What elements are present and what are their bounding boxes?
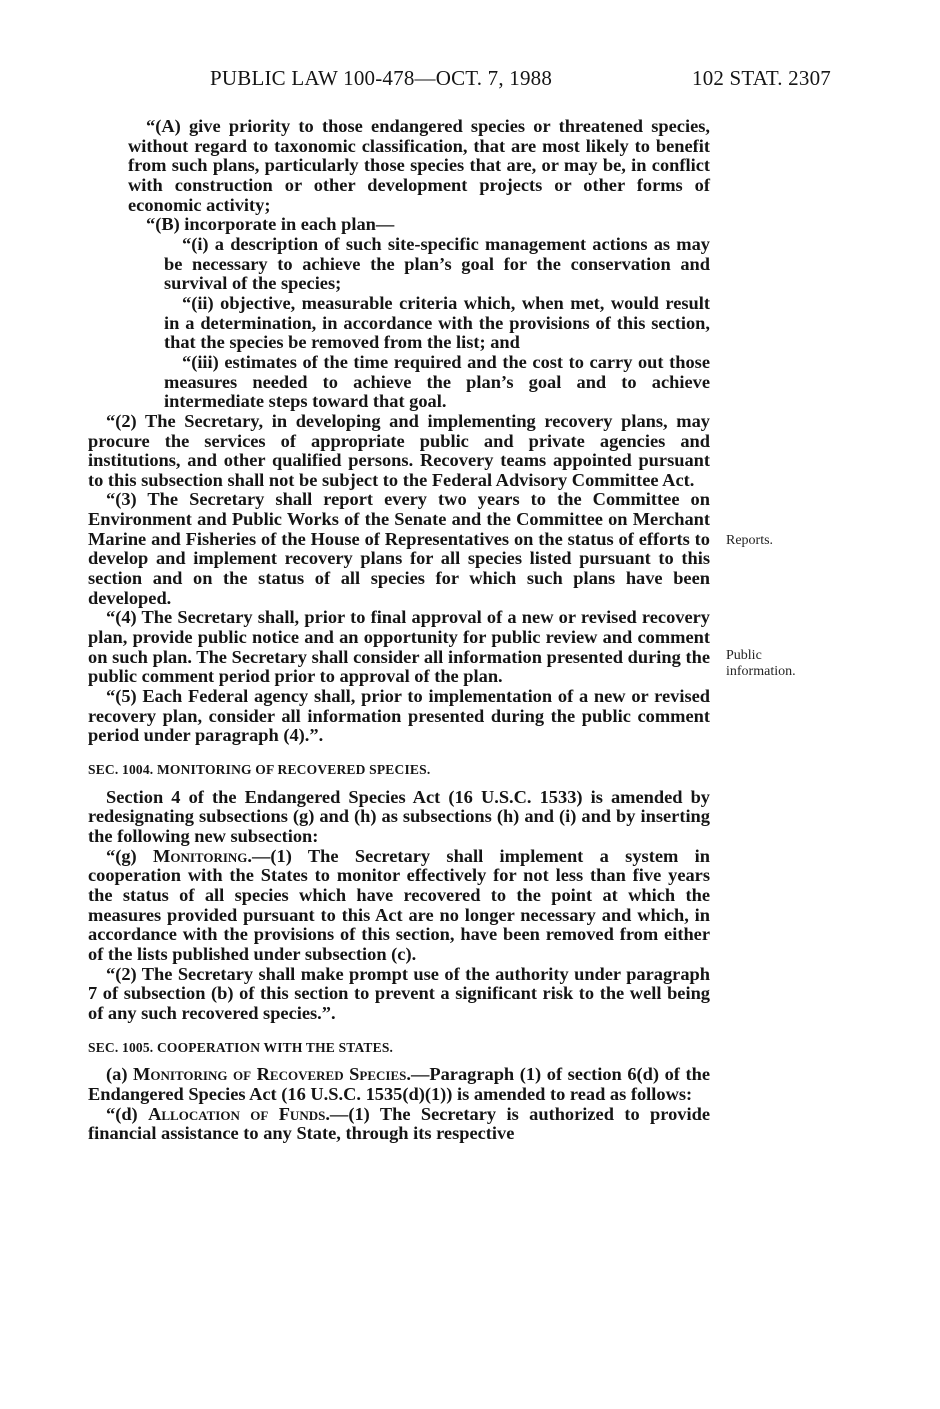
paragraph-d-open: “(d) <box>106 1103 149 1124</box>
paragraph-3-reports: “(3) The Secretary shall report every two years to the Committee on Environment and Public Works of the Senate and the Committee on Merchant Marine and Fisheries of the House of Representatives on the status of efforts to develop and implement recovery plans for all species listed pursuant to this section and on the status of all species for which such plans have been developed. <box>88 489 710 608</box>
margin-note-public-information <box>726 648 796 680</box>
margin-note-reports-text: Reports. <box>726 533 774 548</box>
margin-note-reports <box>726 533 773 549</box>
paragraph-a-priority: “(A) give priority to those endangered species or threatened species, without regard to taxonomic classification, that are most likely to benefit from such plans, particularly those species that are, or may be, in conflict with construction or other development projects or other forms of economic activity; <box>128 116 710 215</box>
paragraph-i-description: “(i) a description of such site-specific management actions as may be necessary to achieve the plan’s goal for the conservation and survival of the species; <box>164 233 710 294</box>
paragraph-5-federal-agency: “(5) Each Federal agency shall, prior to implementation of a new or revised recovery plan, consider all information presented during the public comment period under paragraph (4).”. <box>88 686 710 746</box>
paragraph-ii-criteria: “(ii) objective, measurable criteria which, when met, would result in a determination, in accordance with the provisions of this section, that the species be removed from the list; and <box>164 292 710 353</box>
paragraph-4-public-notice: “(4) The Secretary shall, prior to final approval of a new or revised recovery plan, provide public notice and an opportunity for public review and comment on such plan. The Secretary shall consider all information presented during the public comment period prior to approval of the plan. <box>88 607 710 687</box>
section-1004-heading: SEC. 1004. MONITORING OF RECOVERED SPECIES. <box>88 762 431 777</box>
header-title: PUBLIC LAW 100-478—OCT. 7, 1988 <box>210 66 553 90</box>
paragraph-g-heading: Monitoring <box>152 845 248 866</box>
paragraph-iii-estimates: “(iii) estimates of the time required and the cost to carry out those measures needed to achieve the plan’s goal and to achieve intermediate steps toward that goal. <box>164 351 710 412</box>
paragraph-g-text: .—(1) The Secretary shall implement a system in cooperation with the States to monitor effectively for not less than five years the status of all species which have recovered to the point at which the measures provided pursuant to this Act are no longer necessary and which, in accordance with the provisions of this section, have been removed from either of the lists published under subsection (c). <box>88 845 710 964</box>
paragraph-g-open: “(g) <box>106 845 153 866</box>
paragraph-d-heading: Allocation of Funds <box>148 1103 326 1124</box>
paragraph-section-4-amendment: Section 4 of the Endangered Species Act (16 U.S.C. 1533) is amended by redesignating subsections (g) and (h) as subsections (h) and (i) and by inserting the following new subsection: <box>88 786 710 846</box>
paragraph-a2-open: (a) <box>106 1064 134 1085</box>
paragraph-a-monitoring-recovered <box>88 1065 710 1104</box>
header-statute-page: 102 STAT. 2307 <box>692 66 831 90</box>
paragraph-2-services: “(2) The Secretary, in developing and implementing recovery plans, may procure the services of appropriate public and private agencies and institutions, and other qualified persons. Recovery teams appointed pursuant to this subsection shall not be subject to the Federal Advisory Committee Act. <box>88 410 710 490</box>
margin-note-public-line2: information. <box>726 664 796 679</box>
paragraph-g2-authority: “(2) The Secretary shall make prompt use of the authority under paragraph 7 of subsection (b) of this section to prevent a significant risk to the well being of any such recovered species.”. <box>88 963 710 1023</box>
paragraph-d-allocation <box>88 1105 710 1144</box>
paragraph-g-monitoring <box>88 847 710 965</box>
paragraph-d-text: .—(1) The Secretary is authorized to provide financial assistance to any State, through its respective <box>88 1103 710 1144</box>
section-1005-heading: SEC. 1005. COOPERATION WITH THE STATES. <box>88 1039 394 1055</box>
running-header <box>0 66 940 96</box>
document-body <box>88 117 710 1144</box>
paragraph-a2-heading: Monitoring of Recovered Species <box>133 1064 407 1085</box>
margin-note-public-line1: Public <box>726 648 762 663</box>
paragraph-a2-text: .—Paragraph (1) of section 6(d) of the Endangered Species Act (16 U.S.C. 1535(d)(1)) is amended to read as follows: <box>88 1064 711 1104</box>
paragraph-b-incorporate: “(B) incorporate in each plan— <box>146 214 395 235</box>
